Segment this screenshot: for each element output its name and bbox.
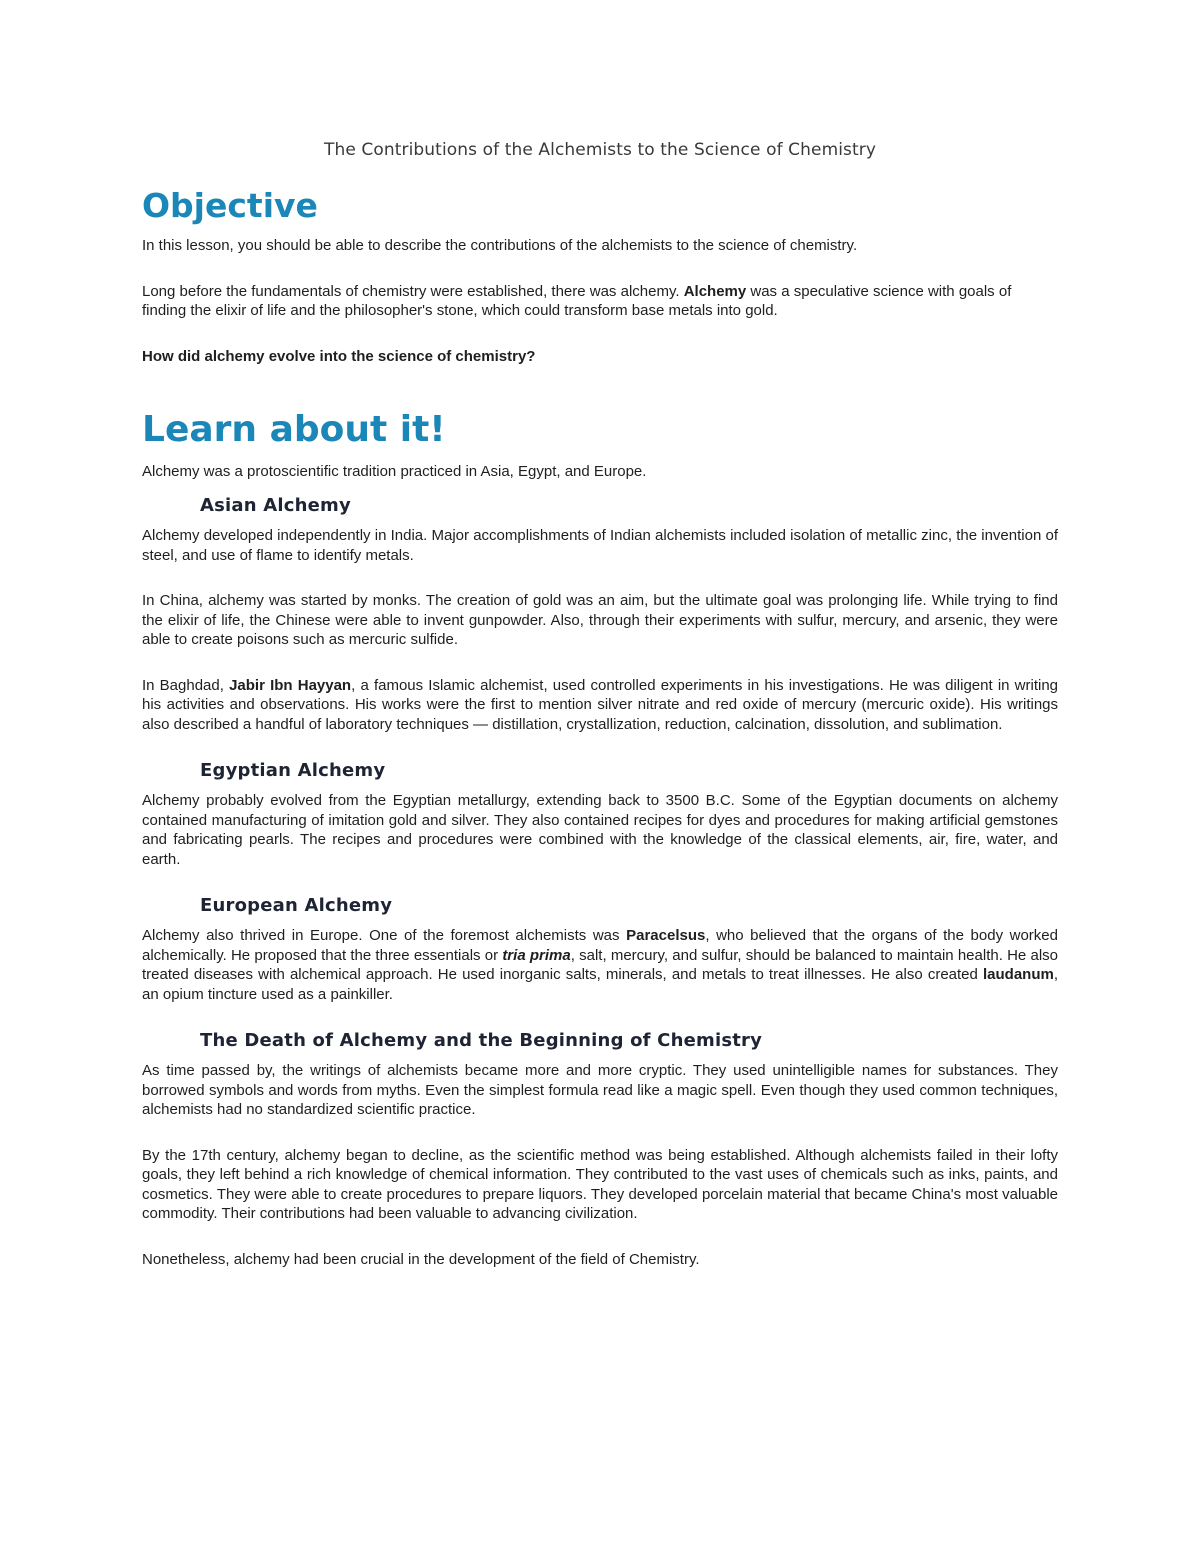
asian-alchemy-heading: Asian Alchemy — [200, 495, 351, 517]
text-span: Alchemy also thrived in Europe. One of the foremost alchemists was — [142, 927, 627, 945]
text-span: was a speculative science with goals of finding the elixir of life and the philosopher's stone, which could transform base metals into gold. — [142, 282, 1012, 320]
egyptian-paragraph: Alchemy probably evolved from the Egyptian metallurgy, extending back to 3500 B.C. Some of the Egyptian documents on alchemy contained manufacturing of imitation gold and silver. They also contained recipes for dyes and procedures for making artificial gemstones and fabricating pearls. The recipes and procedures were combined with the knowledge of the classical elements, air, fire, water, and earth. — [142, 792, 1058, 868]
egyptian-alchemy-heading: Egyptian Alchemy — [200, 760, 386, 782]
death-of-alchemy-heading: The Death of Alchemy and the Beginning of Chemistry — [200, 1030, 763, 1052]
learn-heading: Learn about it! — [142, 409, 446, 451]
death-paragraph-cryptic: As time passed by, the writings of alchemists became more and more cryptic. They used unintelligible names for substances. They borrowed symbols and words from myths. Even the simplest formula read like a magic spell. Even though they used common techniques, alchemists had no standardized scientific practice. — [142, 1062, 1058, 1119]
asian-paragraph-india: Alchemy developed independently in India. Major accomplishments of Indian alchemists included isolation of metallic zinc, the invention of steel, and use of flame to identify metals. — [142, 527, 1058, 564]
text-span: Long before the fundamentals of chemistry were established, there was alchemy. — [142, 282, 684, 300]
jabir-name: Jabir Ibn Hayyan — [229, 676, 352, 694]
text-span: In Baghdad, — [142, 676, 230, 694]
objective-heading: Objective — [142, 186, 318, 225]
asian-paragraph-china: In China, alchemy was started by monks. The creation of gold was an aim, but the ultimate goal was prolonging life. While trying to find the elixir of life, the Chinese were able to invent gunpowder. Also, through their experiments with sulfur, mercury, and arsenic, they were able to create poisons such as mercuric sulfide. — [142, 592, 1058, 649]
text-span: , who believed that the organs of the body worked alchemically. He proposed that the three essentials or — [142, 927, 1058, 964]
document-title: The Contributions of the Alchemists to the Science of Chemistry — [323, 140, 877, 160]
european-alchemy-heading: European Alchemy — [200, 895, 393, 917]
laudanum-term: laudanum — [982, 966, 1054, 984]
alchemy-definition-paragraph — [142, 282, 1058, 321]
asian-paragraph-baghdad — [142, 676, 1058, 735]
text-span: , an opium tincture used as a painkiller. — [142, 966, 1058, 1003]
learn-intro: Alchemy was a protoscientific tradition practiced in Asia, Egypt, and Europe. — [142, 462, 647, 480]
guiding-question: How did alchemy evolve into the science of chemistry? — [142, 347, 536, 365]
text-span: , salt, mercury, and sulfur, should be balanced to maintain health. He also treated diseases with alchemical approach. He used inorganic salts, minerals, and metals to treat illnesses. He also created — [142, 946, 1058, 984]
paracelsus-name: Paracelsus — [626, 927, 706, 945]
conclusion-paragraph: Nonetheless, alchemy had been crucial in the development of the field of Chemistry. — [142, 1250, 700, 1268]
european-paragraph — [142, 926, 1058, 1004]
tria-prima-term: tria prima — [502, 946, 571, 964]
objective-paragraph: In this lesson, you should be able to describe the contributions of the alchemists to the science of chemistry. — [142, 237, 858, 255]
death-paragraph-decline: By the 17th century, alchemy began to decline, as the scientific method was being established. Although alchemists failed in their lofty goals, they left behind a rich knowledge of chemical information. They contributed to the vast uses of chemicals such as inks, paints, and cosmetics. They were able to create procedures to prepare liquors. They developed porcelain material that became China's most valuable commodity. Their contributions had been valuable to advancing civilization. — [142, 1146, 1058, 1223]
text-span: , a famous Islamic alchemist, used controlled experiments in his investigations. He was diligent in writing his activities and observations. His works were the first to mention silver nitrate and red oxide of mercury (mercuric oxide). His writings also described a handful of laboratory techniques — distillation, crystallization, reduction, calcination, dissolution, and sublimation. — [142, 676, 1059, 733]
alchemy-term: Alchemy — [683, 282, 747, 300]
